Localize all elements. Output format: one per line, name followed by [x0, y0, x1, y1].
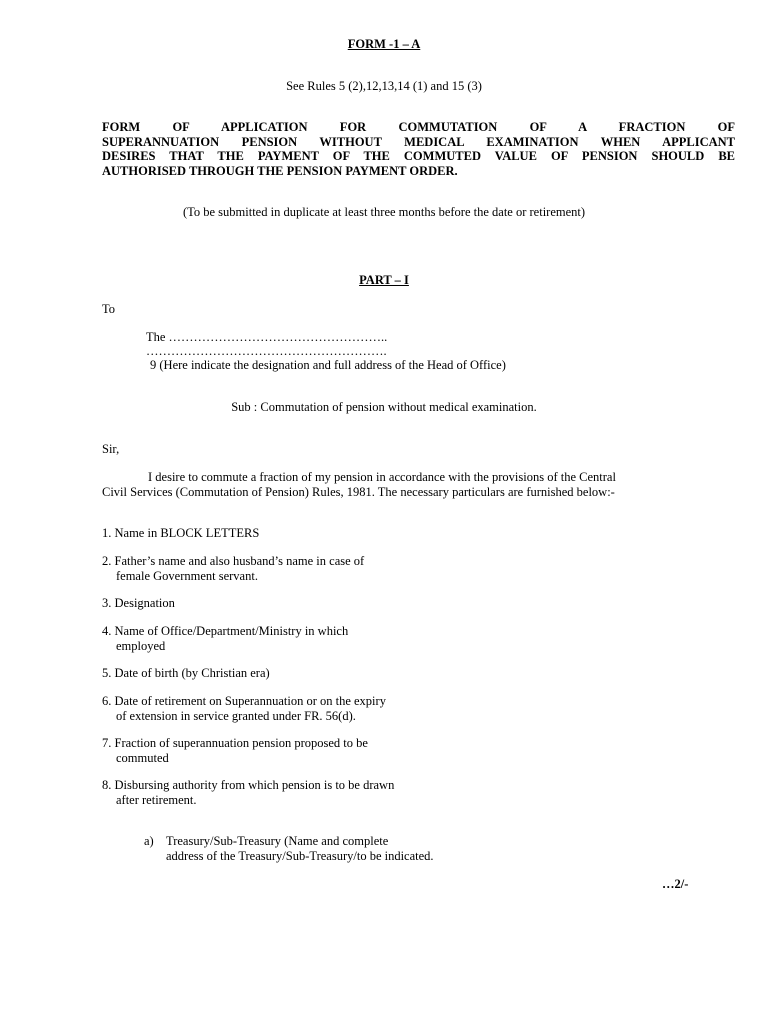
address-note: 9 (Here indicate the designation and full address of the Head of Office)	[150, 358, 506, 372]
submission-note: (To be submitted in duplicate at least three months before the date or retirement)	[182, 205, 586, 219]
item-text: 4. Name of Office/Department/Ministry in which	[102, 624, 349, 638]
to-label: To	[102, 302, 116, 316]
body-text-line-1: I desire to commute a fraction of my pension in accordance with the provisions of the Central	[148, 470, 616, 484]
particulars-item-8	[102, 778, 394, 807]
form-heading	[102, 120, 735, 178]
salutation: Sir,	[102, 442, 120, 456]
address-line-2: ………………………………………………….	[146, 344, 387, 358]
item-text: 3. Designation	[102, 596, 175, 610]
item-text-continued: commuted	[116, 750, 169, 765]
item-text: 7. Fraction of superannuation pension proposed to be	[102, 736, 368, 750]
part-title: PART – I	[359, 273, 409, 287]
heading-line: DESIRES THAT THE PAYMENT OF THE COMMUTED VALUE OF PENSION SHOULD BE	[102, 149, 735, 163]
item-text-continued: after retirement.	[116, 792, 197, 807]
particulars-item-6	[102, 694, 386, 723]
subject-line: Sub : Commutation of pension without medical examination.	[231, 400, 537, 414]
heading-line: AUTHORISED THROUGH THE PENSION PAYMENT ORDER.	[102, 163, 458, 178]
sub-item-label: a)	[144, 834, 154, 848]
page-continuation: …2/-	[662, 877, 689, 891]
item-text: 5. Date of birth (by Christian era)	[102, 666, 270, 680]
item-text-continued: female Government servant.	[116, 568, 258, 583]
body-text-line-2: Civil Services (Commutation of Pension) Rules, 1981. The necessary particulars are furnished below:-	[102, 485, 615, 499]
form-title: FORM -1 – A	[347, 37, 421, 51]
particulars-item-7	[102, 736, 368, 765]
sub-item-text: Treasury/Sub-Treasury (Name and complete	[166, 834, 389, 848]
heading-line: SUPERANNUATION PENSION WITHOUT MEDICAL EXAMINATION WHEN APPLICANT	[102, 134, 735, 149]
particulars-sub-item-a	[144, 834, 434, 863]
item-text: 1. Name in BLOCK LETTERS	[102, 526, 260, 540]
particulars-item-1	[102, 526, 259, 541]
item-text: 2. Father’s name and also husband’s name in case of	[102, 554, 365, 568]
item-text: 6. Date of retirement on Superannuation or on the expiry	[102, 694, 386, 708]
item-text-continued: of extension in service granted under FR. 56(d).	[116, 708, 356, 723]
particulars-item-2	[102, 554, 364, 583]
sub-item-text-continued: address of the Treasury/Sub-Treasury/to be indicated.	[166, 848, 434, 863]
particulars-item-4	[102, 624, 348, 653]
heading-line: FORM OF APPLICATION FOR COMMUTATION OF A FRACTION OF	[102, 120, 735, 134]
particulars-item-3	[102, 596, 175, 611]
address-line-1: The ……………………………………………..	[146, 330, 388, 344]
particulars-item-5	[102, 666, 270, 681]
item-text: 8. Disbursing authority from which pension is to be drawn	[102, 778, 395, 792]
rules-reference: See Rules 5 (2),12,13,14 (1) and 15 (3)	[286, 79, 482, 93]
item-text-continued: employed	[116, 638, 166, 653]
